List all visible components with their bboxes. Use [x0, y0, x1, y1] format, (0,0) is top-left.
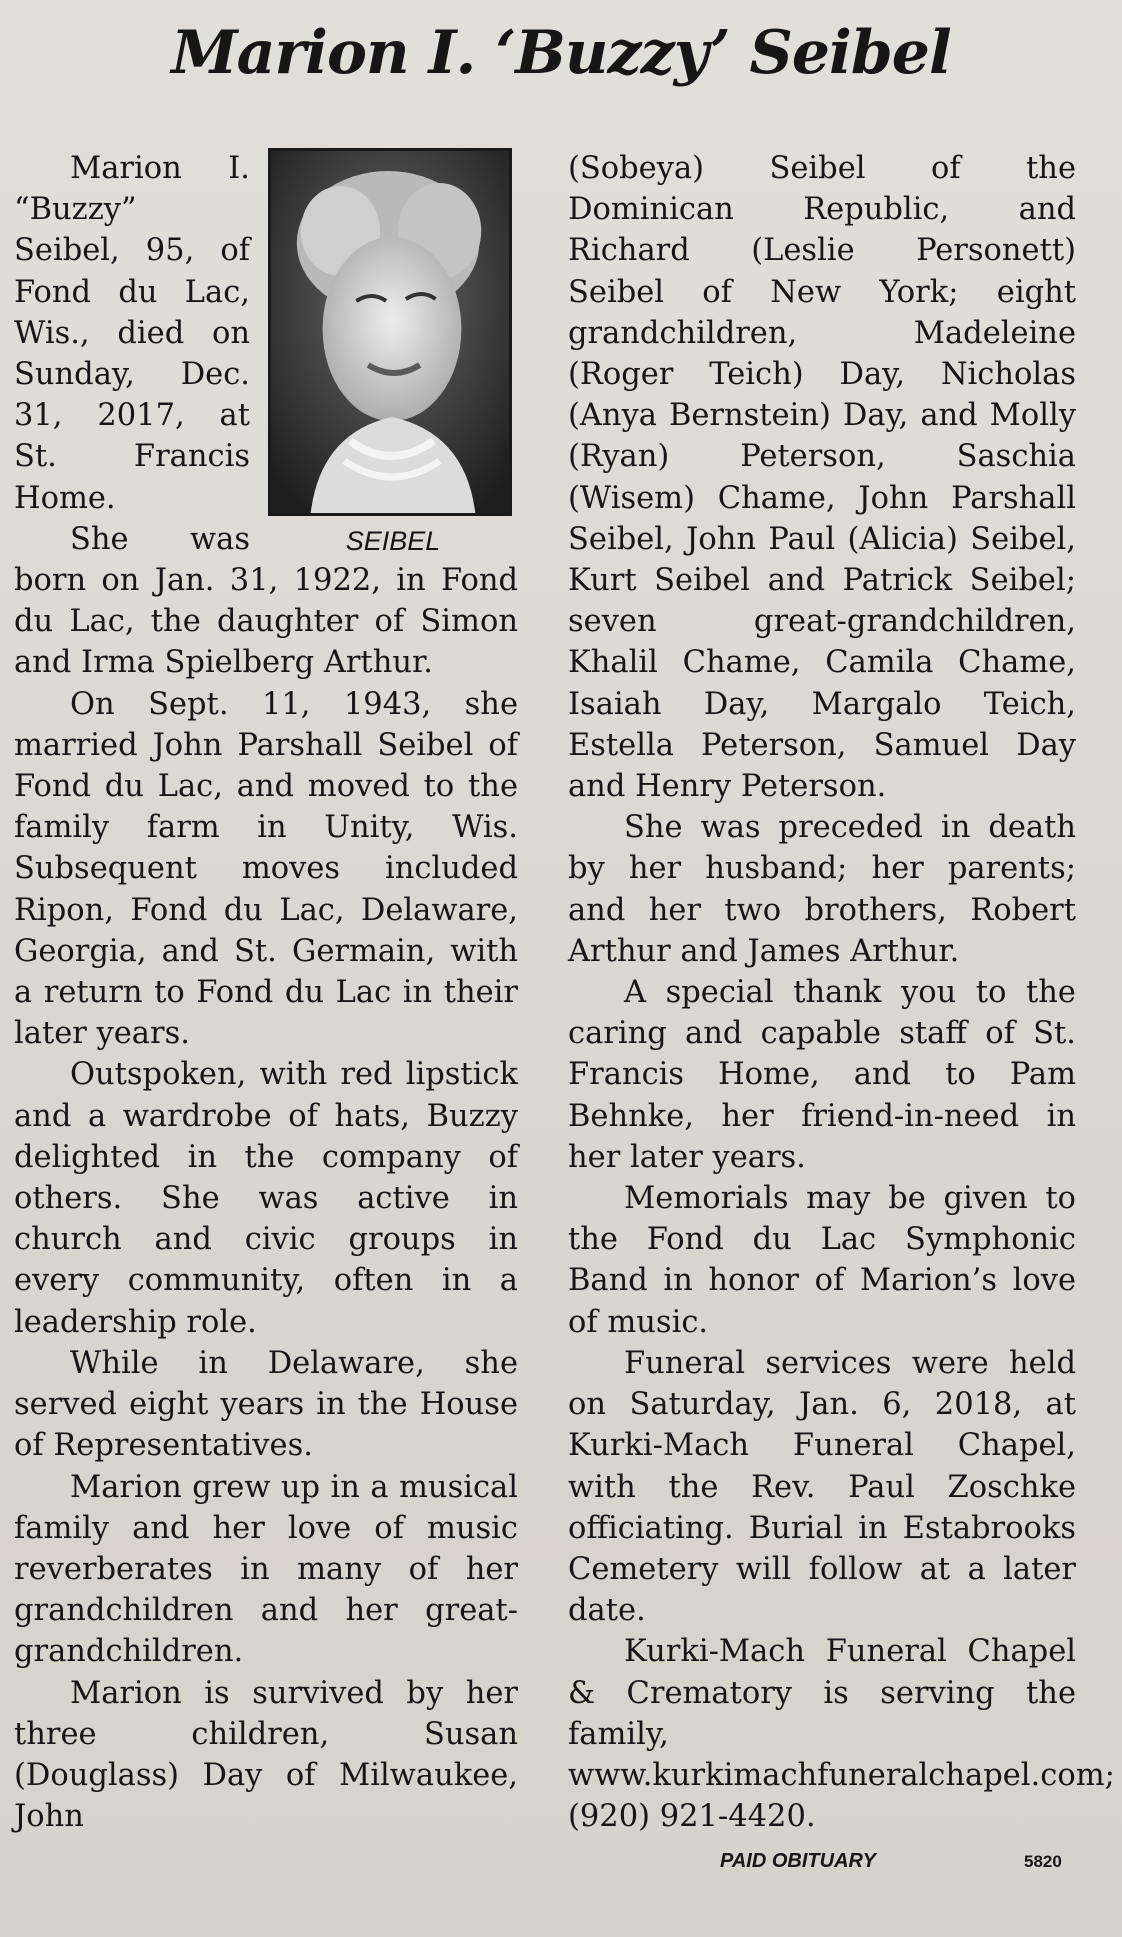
paragraph-preceded: She was preceded in death by her husband; her parents; and her two brothers, Robert Arthur and James Arthur. [568, 810, 1076, 969]
portrait-icon [271, 151, 509, 513]
right-column [568, 148, 1115, 1837]
paragraph-marriage: On Sept. 11, 1943, she married John Parshall Seibel of Fond du Lac, and moved to the family farm in Unity, Wis. Subsequent moves included Ripon, Fond du Lac, Delaware, Georgia, and St. Germain, with a return to Fond du Lac in their later years. [14, 686, 518, 1052]
paragraph-death-notice: Marion I. “Buzzy” Seibel, 95, of Fond du Lac, Wis., died on Sunday, Dec. 31, 2017, at St. Francis Home. [14, 151, 250, 516]
paragraph-thank-you: A special thank you to the caring and capable staff of St. Francis Home, and to Pam Behnke, her friend-in-need in her later years. [568, 975, 1076, 1175]
obituary-title: Marion I. ‘Buzzy’ Seibel [171, 18, 951, 88]
paragraph-music: Marion grew up in a musical family and her love of music reverberates in many of her grandchildren and her great-grandchildren. [14, 1469, 518, 1670]
photo-block [268, 148, 518, 556]
paid-obituary-label: PAID OBITUARY [720, 1850, 876, 1872]
portrait-photo [268, 148, 512, 516]
paragraph-birth: She was born on Jan. 31, 1922, in Fond du Lac, the daughter of Simon and Irma Spielberg Arthur. [14, 521, 518, 681]
paragraph-survivors-start: Marion is survived by her three children, Susan (Douglass) Day of Milwaukee, John [14, 1675, 518, 1835]
paragraph-survivors-continued: (Sobeya) Seibel of the Dominican Republic, and Richard (Leslie Personett) Seibel of New York; eight grandchildren, Madeleine (Roger Teich) Day, Nicholas (Anya Bernstein) Day, and Molly (Ryan) Peterson, Saschia (Wisem) Chame, John Parshall Seibel, John Paul (Alicia) Seibel, Kurt Seibel and Patrick Seibel; seven great-grandchildren, Khalil Chame, Camila Chame, Isaiah Day, Margalo Teich, Estella Peterson, Samuel Day and Henry Peterson. [568, 151, 1076, 805]
paragraph-memorials: Memorials may be given to the Fond du Lac Symphonic Band in honor of Marion’s love of music. [568, 1181, 1076, 1340]
left-column [14, 148, 518, 1837]
photo-caption: SEIBEL [345, 526, 441, 556]
paragraph-funeral: Funeral services were held on Saturday, Jan. 6, 2018, at Kurki-Mach Funeral Chapel, with the Rev. Paul Zoschke officiating. Burial in Estabrooks Cemetery will follow at a later date. [568, 1345, 1076, 1629]
ad-code: 5820 [1024, 1852, 1062, 1871]
paragraph-funeral-home: Kurki-Mach Funeral Chapel & Crematory is serving the family, www.kurkimachfuneralchapel.com; (920) 921-4420. [568, 1634, 1115, 1835]
paragraph-delaware: While in Delaware, she served eight years in the House of Representatives. [14, 1345, 518, 1464]
paragraph-personality: Outspoken, with red lipstick and a wardrobe of hats, Buzzy delighted in the company of others. She was active in church and civic groups in every community, often in a leadership role. [14, 1057, 518, 1340]
